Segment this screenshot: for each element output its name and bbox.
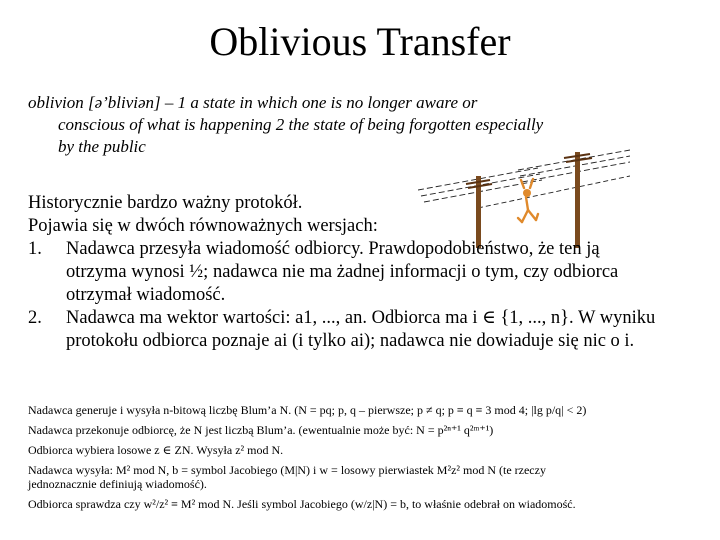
list-item-line: protokołu odbiorca poznaje ai (i tylko ai); nadawca nie dowiaduje się nic o i. bbox=[66, 331, 635, 351]
slide-title: Oblivious Transfer bbox=[209, 19, 511, 64]
list-item-line: Nadawca ma wektor wartości: a1, ..., an. Odbiorca ma i ∈ {1, ..., n}. W wyniku bbox=[66, 308, 656, 328]
note-line: Nadawca generuje i wysyła n-bitową liczbę Blum’a N. (N = pq; p, q – pierwsze; p ≠ q; p ≡ q ≡ 3 mod 4; |lg p/q| < 2) bbox=[28, 403, 587, 417]
list-item-line: otrzyma wynosi ½; nadawca nie ma żadnej informacji o tym, czy odbiorca bbox=[66, 262, 619, 282]
note-line: Nadawca przekonuje odbiorcę, że N jest liczbą Blum’a. (ewentualnie może być: N = p²ⁿ⁺¹ q²ᵐ⁺¹) bbox=[28, 423, 494, 437]
protocol-notes bbox=[28, 400, 718, 514]
note-line: Odbiorca wybiera losowe z ∈ ZN. Wysyła z² mod N. bbox=[28, 443, 284, 457]
list-item-line: otrzymał wiadomość. bbox=[66, 285, 226, 305]
main-line: Historycznie bardzo ważny protokół. bbox=[28, 193, 303, 213]
note-line: jednoznacznie definiują wiadomość). bbox=[28, 477, 207, 491]
main-line: Pojawia się w dwóch równoważnych wersjach: bbox=[28, 216, 378, 236]
note-line: Odbiorca sprawdza czy w²/z² ≡ M² mod N. Jeśli symbol Jacobiego (w/z|N) = b, to właśnie odebrał on wiadomość. bbox=[28, 497, 576, 511]
main-text bbox=[28, 192, 718, 353]
list-item bbox=[28, 238, 718, 307]
list-item-line: Nadawca przesyła wiadomość odbiorcy. Prawdopodobieństwo, że ten ją bbox=[66, 239, 600, 259]
note-line: Nadawca wysyła: M² mod N, b = symbol Jacobiego (M|N) i w = losowy pierwiastek M²z² mod N (te rzeczy bbox=[28, 463, 546, 477]
list-number: 2. bbox=[28, 308, 42, 328]
definition-line: by the public bbox=[58, 137, 146, 156]
definition-line: oblivion [ə’bliviən] – 1 a state in which one is no longer aware or bbox=[28, 93, 478, 112]
list-item bbox=[28, 307, 718, 353]
list-number: 1. bbox=[28, 239, 42, 259]
definition-line: conscious of what is happening 2 the state of being forgotten especially bbox=[58, 115, 544, 134]
